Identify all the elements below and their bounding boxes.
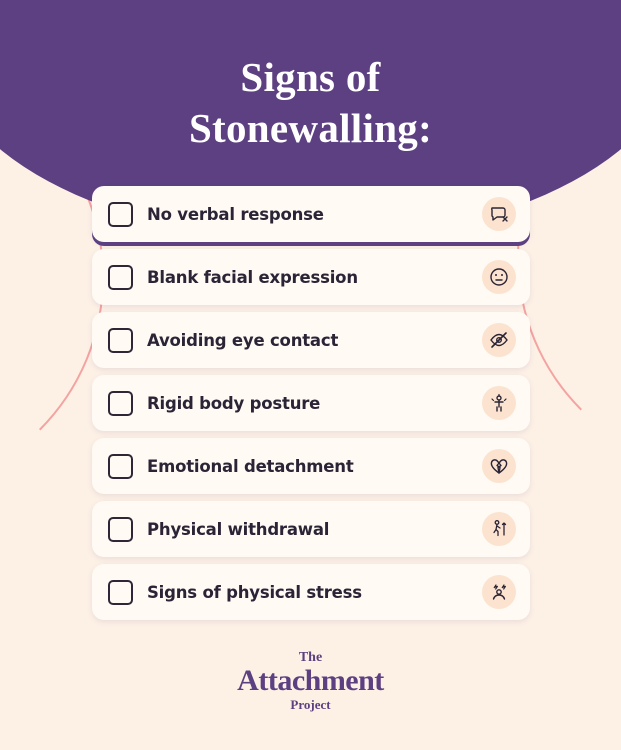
list-item[interactable] [92, 375, 530, 431]
list-item-label: Emotional detachment [147, 456, 354, 476]
brand-logo [0, 651, 621, 712]
checkbox-physical-withdrawal[interactable] [108, 517, 133, 542]
list-item-label: Blank facial expression [147, 267, 358, 287]
walking-away-icon [482, 512, 516, 546]
checkbox-avoiding-eye-contact[interactable] [108, 328, 133, 353]
list-item-label: No verbal response [147, 204, 324, 224]
list-item[interactable] [92, 312, 530, 368]
title-line-2: Stonewalling: [188, 105, 433, 151]
checkbox-signs-of-physical-stress[interactable] [108, 580, 133, 605]
neutral-face-icon [482, 260, 516, 294]
list-item[interactable] [92, 438, 530, 494]
title-line-1: Signs of [240, 54, 381, 100]
checkbox-emotional-detachment[interactable] [108, 454, 133, 479]
stressed-person-icon [482, 575, 516, 609]
list-item-label: Physical withdrawal [147, 519, 330, 539]
list-item[interactable] [92, 186, 530, 242]
checkbox-no-verbal-response[interactable] [108, 202, 133, 227]
list-item[interactable] [92, 501, 530, 557]
broken-heart-icon [482, 449, 516, 483]
logo-the: The [298, 650, 323, 665]
list-item[interactable] [92, 564, 530, 620]
logo-main: Attachment [237, 664, 384, 697]
list-item-label: Signs of physical stress [147, 582, 362, 602]
checklist [92, 186, 530, 627]
list-item-label: Rigid body posture [147, 393, 321, 413]
list-item-label: Avoiding eye contact [147, 330, 339, 350]
speech-bubble-muted-icon [482, 197, 516, 231]
checkbox-blank-facial-expression[interactable] [108, 265, 133, 290]
checkbox-rigid-body-posture[interactable] [108, 391, 133, 416]
page-title [0, 52, 621, 154]
eye-slash-icon [482, 323, 516, 357]
rigid-body-icon [482, 386, 516, 420]
logo-sub: Project [290, 697, 331, 712]
list-item[interactable] [92, 249, 530, 305]
